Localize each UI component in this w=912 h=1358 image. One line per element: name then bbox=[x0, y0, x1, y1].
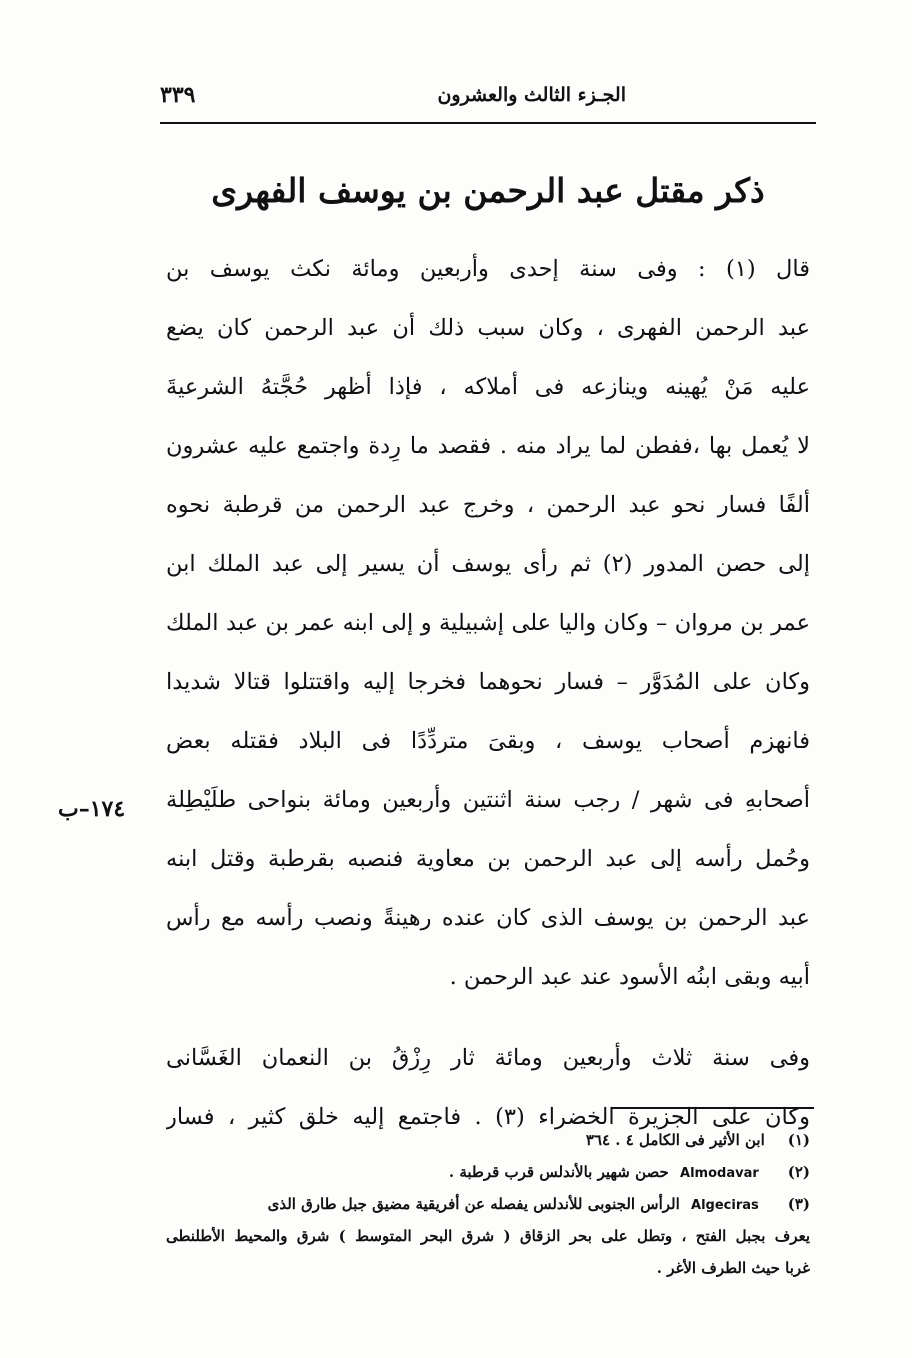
footnote-text: حصن شهير بالأندلس قرب قرطبة . bbox=[448, 1163, 669, 1181]
text-line: أصحابهِ فى شهر / رجب سنة اثنتين وأربعين ومائة بنواحى طلَيْطِلة bbox=[166, 787, 810, 813]
text-line: أبيه وبقى ابنُه الأسود عند عبد الرحمن . bbox=[449, 964, 810, 990]
text-line: فانهزم أصحاب يوسف ، وبقىَ متردِّدًا فى البلاد فقتله بعض bbox=[166, 728, 810, 754]
text-line: وكان على المُدَوَّر – فسار نحوهما فخرجا إليه واقتتلوا قتالا شديدا bbox=[166, 669, 810, 695]
margin-folio-note: ١٧٤–ب bbox=[58, 796, 126, 822]
body-text bbox=[166, 240, 810, 1147]
text-line: وكان على الجزيرة الخضراء (٣) . فاجتمع إليه خلق كثير ، فسار bbox=[166, 1104, 810, 1130]
running-title: الجـزء الثالث والعشرون bbox=[437, 84, 626, 106]
footnote-1 bbox=[166, 1124, 810, 1156]
text-line: لا يُعمل بها ،ففطن لما يراد منه . فقصد ما رِدة واجتمع عليه عشرون bbox=[166, 433, 810, 459]
footnote-text: ابن الأثير فى الكامل ٤ . ٣٦٤ bbox=[585, 1131, 765, 1149]
header-rule bbox=[160, 122, 816, 124]
footnote-text: الرأس الجنوبى للأندلس يفصله عن أفريقية مضيق جبل طارق الذى bbox=[267, 1195, 680, 1213]
footnotes bbox=[166, 1124, 810, 1284]
paragraph-1 bbox=[166, 240, 810, 1007]
text-line: ألفًا فسار نحو عبد الرحمن ، وخرج عبد الرحمن من قرطبة نحوه bbox=[166, 492, 810, 518]
text-line: عمر بن مروان – وكان واليا على إشبيلية و إلى ابنه عمر بن عبد الملك bbox=[166, 610, 810, 636]
text-line: قال (١) : وفى سنة إحدى وأربعين ومائة نكث يوسف بن bbox=[166, 256, 810, 282]
chapter-title: ذكر مقتل عبد الرحمن بن يوسف الفهرى bbox=[211, 171, 765, 210]
text-line: إلى حصن المدور (٢) ثم رأى يوسف أن يسير إلى عبد الملك ابن bbox=[166, 551, 810, 577]
footnote-number: (١) bbox=[787, 1131, 810, 1149]
text-line: عليه مَنْ يُهينه وينازعه فى أملاكه ، فإذا أظهر حُجَّتهُ الشرعيةَ bbox=[166, 374, 810, 400]
text-line: عبد الرحمن الفهرى ، وكان سبب ذلك أن عبد الرحمن كان يضع bbox=[166, 315, 810, 341]
footnote-latin-term: Almodavar bbox=[680, 1166, 759, 1181]
footnote-2 bbox=[166, 1156, 810, 1188]
footnote-number: (٣) bbox=[787, 1195, 810, 1213]
footnote-3 bbox=[166, 1188, 810, 1220]
text-line: عبد الرحمن بن يوسف الذى كان عنده رهينةً ونصب رأسه مع رأس bbox=[166, 905, 810, 931]
footnote-number: (٢) bbox=[787, 1163, 810, 1181]
text-line: وحُمل رأسه إلى عبد الرحمن بن معاوية فنصبه بقرطبة وقتل ابنه bbox=[166, 846, 810, 872]
running-head bbox=[160, 84, 816, 118]
footnote-rule bbox=[612, 1107, 814, 1109]
text-line: وفى سنة ثلاث وأربعين ومائة ثار رِزْقُ بن النعمان الغَسَّانى bbox=[166, 1045, 810, 1071]
page-number: ٣٣٩ bbox=[160, 82, 196, 108]
footnote-latin-term: Algeciras bbox=[691, 1198, 759, 1213]
paragraph-gap bbox=[166, 1007, 810, 1029]
footnote-continuation-line: يعرف بجبل الفتح ، وتطل على بحر الزقاق ( شرق البحر المتوسط ) شرق والمحيط الأطلنطى bbox=[166, 1227, 810, 1245]
footnote-continuation-line: غربا حيث الطرف الأغر . bbox=[656, 1259, 810, 1277]
